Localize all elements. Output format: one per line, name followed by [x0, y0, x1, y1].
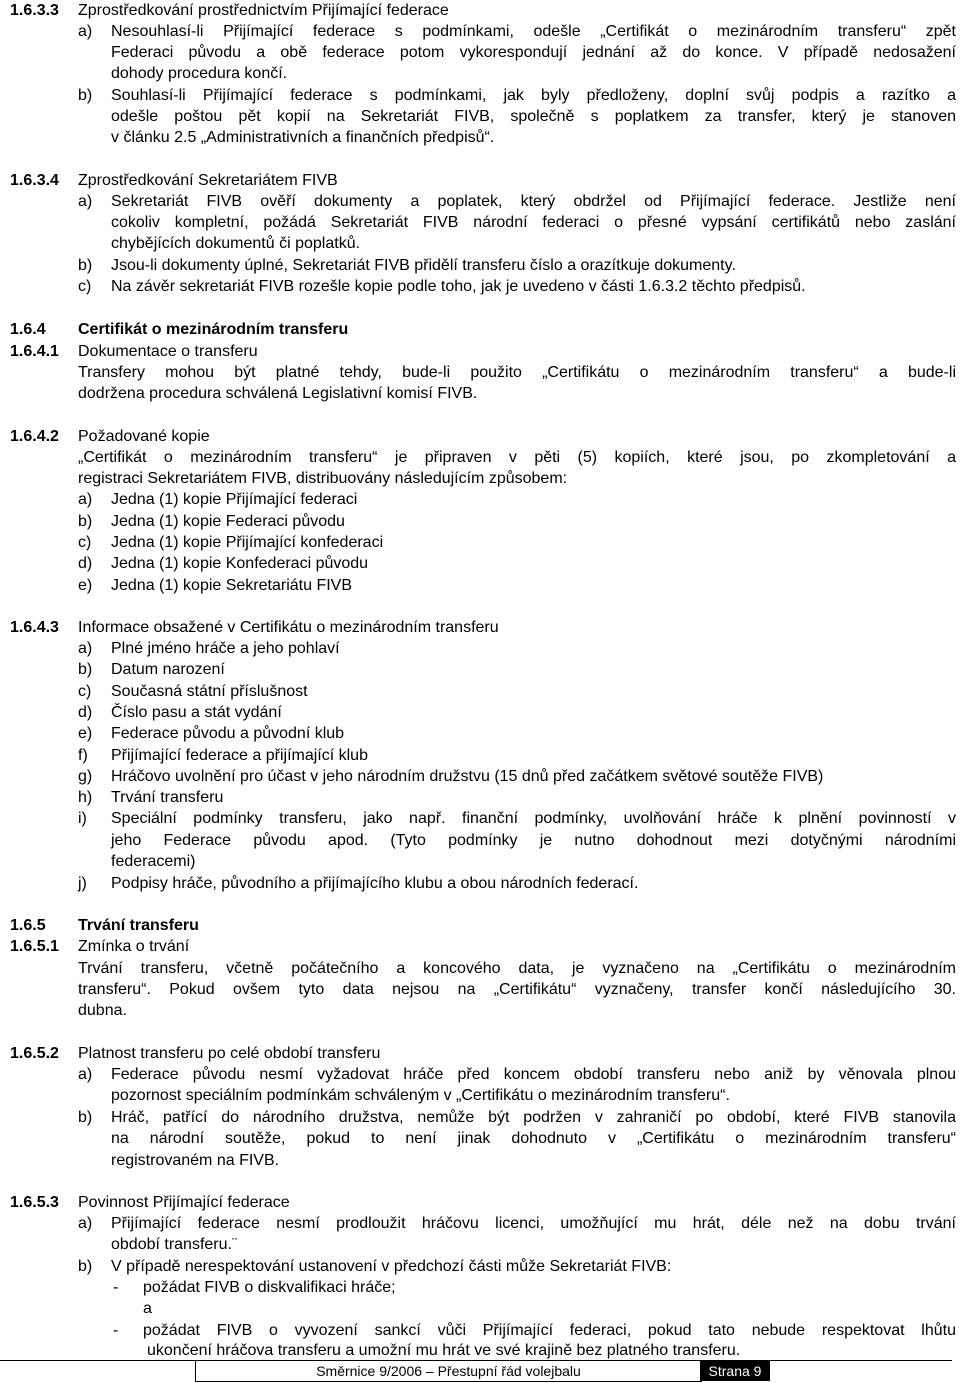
- item-text: Plné jméno hráče a jeho pohlaví: [111, 640, 340, 657]
- paragraph-text: Trvání transferu, včetně počátečního a koncového data, je vyznačeno na „Certifikátu o mezinárodním: [78, 960, 956, 977]
- section-title: Trvání transferu: [78, 917, 199, 934]
- paragraph-text: „Certifikát o mezinárodním transferu“ je připraven v pěti (5) kopiích, které jsou, po zkompletování a: [78, 449, 956, 466]
- item-marker: a): [78, 193, 93, 210]
- item-text: chybějících dokumentů či poplatků.: [111, 235, 361, 252]
- item-marker: f): [78, 747, 88, 764]
- section-title: Certifikát o mezinárodním transferu: [78, 321, 349, 338]
- item-marker: e): [78, 577, 93, 594]
- item-marker: a): [78, 640, 93, 657]
- section-number: 1.6.4.3: [10, 619, 59, 636]
- item-text: Jsou-li dokumenty úplné, Sekretariát FIVB přidělí transferu číslo a orazítkuje dokumenty.: [111, 257, 736, 274]
- item-marker: d): [78, 704, 93, 721]
- item-text: požádat FIVB o vyvození sankcí vůči Přijímající federaci, pokud tato nebude respektovat lhůtu: [143, 1322, 956, 1339]
- item-marker: c): [78, 683, 92, 700]
- item-text: Federace původu a původní klub: [111, 725, 345, 742]
- page-number-badge: Strana 9: [700, 1361, 770, 1381]
- paragraph-text: Transfery mohou být platné tehdy, bude-li použito „Certifikátu o mezinárodním transferu“ a bude-li: [78, 364, 956, 381]
- section-number: 1.6.4.2: [10, 428, 59, 445]
- section-title: Informace obsažené v Certifikátu o mezinárodním transferu: [78, 619, 499, 636]
- dash-marker: -: [113, 1279, 119, 1296]
- item-text: Jedna (1) kopie Přijímající federaci: [111, 491, 358, 508]
- item-marker: b): [78, 513, 93, 530]
- item-text: Sekretariát FIVB ověří dokumenty a poplatek, který obdržel od Přijímající federace. Jestliže není: [111, 193, 956, 210]
- item-marker: a): [78, 23, 93, 40]
- paragraph-text: transferu“. Pokud ovšem tyto data nejsou na „Certifikátu“ vyznačeny, transfer končí následujícího 30.: [78, 981, 956, 998]
- section-title: Zprostředkování Sekretariátem FIVB: [78, 172, 338, 189]
- item-text: Speciální podmínky transferu, jako např. finanční podmínky, uvolňování hráče k plnění povinností v: [111, 810, 956, 827]
- item-text: dohody procedura končí.: [111, 65, 288, 82]
- item-text: Hráčovo uvolnění pro účast v jeho národním družstvu (15 dnů před začátkem světové soutěže FIVB): [111, 768, 824, 785]
- item-marker: h): [78, 789, 93, 806]
- paragraph-text: dubna.: [78, 1002, 127, 1019]
- section-title: Platnost transferu po celé období transferu: [78, 1045, 381, 1062]
- section-number: 1.6.5: [10, 917, 46, 934]
- item-text: Jedna (1) kopie Konfederaci původu: [111, 555, 369, 572]
- item-text: ukončení hráčova transferu a umožní mu hrát ve své krajině bez platného transferu.: [147, 1342, 741, 1359]
- item-marker: i): [78, 810, 87, 827]
- item-text: Číslo pasu a stát vydání: [111, 704, 282, 721]
- item-text: jeho Federace původu apod. (Tyto podmínky je nutno dohodnout mezi dotyčnými národními: [111, 832, 956, 849]
- section-number: 1.6.5.1: [10, 938, 59, 955]
- page-footer: [0, 1360, 960, 1382]
- item-marker: c): [78, 534, 92, 551]
- item-text: Přijímající federace nesmí prodloužit hráčovu licenci, umožňující mu hrát, déle než na dobu trvání: [111, 1215, 956, 1232]
- item-text: Datum narození: [111, 661, 225, 678]
- item-text: Na závěr sekretariát FIVB rozešle kopie podle toho, jak je uvedeno v části 1.6.3.2 těchto předpisů.: [111, 278, 806, 295]
- item-text: Hráč, patřící do národního družstva, nemůže být podržen v zahraničí po období, které FIVB stanovila: [111, 1109, 956, 1126]
- item-text: pozornost speciálním podmínkám schváleným v „Certifikátu o mezinárodním transferu“.: [111, 1087, 730, 1104]
- item-text: na národní soutěže, pokud to není jinak dohodnuto v „Certifikátu o mezinárodním transferu“: [111, 1130, 956, 1147]
- item-text: odešle poštou pět kopií na Sekretariát FIVB, společně s poplatkem za transfer, který je stanoven: [111, 108, 956, 125]
- section-title: Dokumentace o transferu: [78, 343, 258, 360]
- item-text: Souhlasí-li Přijímající federace s podmínkami, jak byly předloženy, doplní svůj podpis a razítko a: [111, 87, 956, 104]
- item-text: federacemi): [111, 853, 196, 870]
- item-marker: b): [78, 661, 93, 678]
- item-text: Podpisy hráče, původního a přijímajícího klubu a obou národních federací.: [111, 875, 639, 892]
- item-text: Federace původu nesmí vyžadovat hráče před koncem období transferu nebo aniž by věnovala plnou: [111, 1066, 956, 1083]
- item-text: Jedna (1) kopie Federaci původu: [111, 513, 345, 530]
- item-marker: b): [78, 257, 93, 274]
- section-number: 1.6.3.3: [10, 2, 59, 19]
- item-text: registrovaném na FIVB.: [111, 1152, 280, 1169]
- section-title: Požadované kopie: [78, 428, 210, 445]
- section-number: 1.6.4: [10, 321, 46, 338]
- item-marker: a): [78, 1066, 93, 1083]
- paragraph-text: registraci Sekretariátem FIVB, distribuovány následujícím způsobem:: [78, 470, 568, 487]
- item-marker: j): [78, 875, 87, 892]
- item-text: Nesouhlasí-li Přijímající federace s podmínkami, odešle „Certifikát o mezinárodním transferu“ zpět: [111, 23, 956, 40]
- item-marker: b): [78, 1258, 93, 1275]
- section-title: Zprostředkování prostřednictvím Přijímající federace: [78, 2, 449, 19]
- item-text: cokoliv kompletní, požádá Sekretariát FIVB národní federaci o přesné vypsání certifikátů nebo zaslání: [111, 214, 956, 231]
- section-number: 1.6.5.2: [10, 1045, 59, 1062]
- item-text: požádat FIVB o diskvalifikaci hráče;: [143, 1279, 396, 1296]
- section-title: Zmínka o trvání: [78, 938, 190, 955]
- item-text: Jedna (1) kopie Sekretariátu FIVB: [111, 577, 353, 594]
- paragraph-text: dodržena procedura schválená Legislativní komisí FIVB.: [78, 385, 478, 402]
- item-marker: b): [78, 1109, 93, 1126]
- item-marker: a): [78, 491, 93, 508]
- conjunction-text: a: [143, 1300, 152, 1317]
- item-text: v článku 2.5 „Administrativních a finančních předpisů“.: [111, 129, 495, 146]
- item-marker: c): [78, 278, 92, 295]
- item-marker: e): [78, 725, 93, 742]
- item-text: Současná státní příslušnost: [111, 683, 308, 700]
- section-number: 1.6.4.1: [10, 343, 59, 360]
- item-text: Přijímající federace a přijímající klub: [111, 747, 368, 764]
- item-text: Trvání transferu: [111, 789, 224, 806]
- dash-marker: -: [113, 1322, 119, 1339]
- item-text: období transferu.¨: [111, 1236, 238, 1253]
- item-text: V případě nerespektování ustanovení v předchozí části může Sekretariát FIVB:: [111, 1258, 672, 1275]
- item-marker: b): [78, 87, 93, 104]
- footer-title: Směrnice 9/2006 – Přestupní řád volejbalu: [195, 1361, 702, 1382]
- section-title: Povinnost Přijímající federace: [78, 1194, 290, 1211]
- item-text: Federaci původu a obě federace potom vykorespondují jednání až do konce. V případě nedosažení: [111, 44, 956, 61]
- item-marker: d): [78, 555, 93, 572]
- item-marker: g): [78, 768, 93, 785]
- section-number: 1.6.5.3: [10, 1194, 59, 1211]
- item-text: Jedna (1) kopie Přijímající konfederaci: [111, 534, 384, 551]
- section-number: 1.6.3.4: [10, 172, 59, 189]
- item-marker: a): [78, 1215, 93, 1232]
